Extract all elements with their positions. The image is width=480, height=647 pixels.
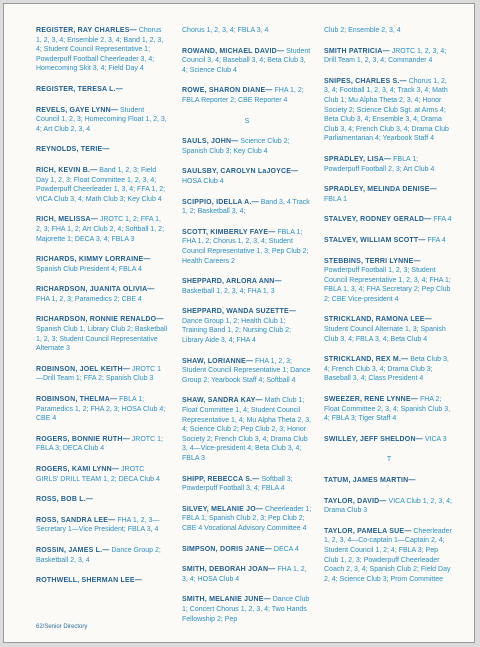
student-name: SHEPPARD, WANDA SUZETTE—	[182, 308, 297, 316]
directory-entry	[182, 307, 312, 345]
student-activities: FBLA 1; Paramedics 1, 2; FHA 2, 3; HOSA Club 4; CBE 4	[36, 396, 166, 423]
directory-entry	[324, 77, 454, 144]
student-name: REYNOLDS, TERIE—	[36, 146, 110, 154]
student-activities: Band 1, 2, 3; Field Day 1, 2, 3; Float Committee 1, 2, 3, 4; Powderpuff Cheerleader 1, 3, 4; FFA 1, 2; VICA Club 3, 4; Math Club 3; Key Club 4	[36, 166, 166, 203]
student-activities: FBLA 1; Powderpuff Football 2, 3; Art Club 4	[324, 155, 435, 173]
directory-entry	[324, 215, 454, 225]
student-activities: Student Council 3, 4; Baseball 3, 4; Beta Club 3, 4; Science Club 4	[182, 47, 311, 74]
directory-entry	[182, 47, 312, 76]
student-name: REGISTER, TERESA L.—	[36, 85, 123, 93]
student-activities: FHA 1, 2, 3; Student Council Representative 1; Dance Group 2; Yearbook Staff 4; Softball 4	[182, 357, 311, 384]
directory-entry	[36, 255, 168, 274]
student-activities: JROTC 1; FBLA 3; DECA Club 4	[36, 435, 163, 453]
directory-entry	[36, 285, 168, 304]
directory-entry	[182, 396, 312, 463]
student-name: ROWE, SHARON DIANE—	[182, 87, 273, 95]
student-activities: JROTC 1—Drill Team 1; FFA 2; Spanish Club 3	[36, 365, 162, 383]
directory-entry	[324, 527, 454, 585]
student-activities: Chorus 1, 2, 3, 4; Ensemble 2, 3, 4; Band 1, 2, 3, 4; Student Council Representative 1; Powderpuff Football Cheerleader 3, 4; Homecoming Skit 3, 4; Field Day 4	[36, 27, 164, 73]
directory-entry	[182, 26, 312, 36]
directory-entry	[324, 47, 454, 66]
directory-column-2	[182, 26, 312, 635]
student-activities: Dance Club 1; Concert Chorus 1, 2, 3, 4; Two Hands Fellowship 2; Pep	[182, 596, 310, 623]
student-activities: Beta Club 3, 4; French Club 3, 4; Drama Club 3; Baseball 3, 4; Class President 4	[324, 356, 449, 383]
student-name: REGISTER, RAY CHARLES—	[36, 27, 137, 34]
directory-entry	[182, 505, 312, 534]
student-activities: Chorus 1, 2, 3, 4; FBLA 3, 4	[182, 27, 269, 34]
student-name: ROGERS, BONNIE RUTH—	[36, 435, 130, 443]
directory-entry	[36, 465, 168, 484]
directory-entry	[182, 198, 312, 217]
directory-entry	[324, 355, 454, 384]
student-activities: FFA 4	[427, 236, 446, 244]
directory-entry	[182, 565, 312, 584]
directory-entry	[36, 576, 168, 586]
student-activities: FHA 1, 2, 3, 4; HOSA Club 4	[182, 566, 307, 583]
student-activities: HOSA Club 4	[182, 177, 224, 185]
student-activities: VICA 3	[424, 435, 447, 443]
student-name: SHIPP, REBECCA S.—	[182, 475, 260, 483]
student-name: SMITH PATRICIA—	[324, 47, 390, 55]
student-activities: FBLA 1	[324, 195, 347, 203]
directory-entry	[36, 145, 168, 155]
directory-entry	[182, 545, 312, 555]
directory-entry	[324, 435, 454, 445]
student-name: TATUM, JAMES MARTIN—	[324, 477, 416, 484]
section-letter	[182, 117, 312, 127]
student-name: STRICKLAND, REX M.—	[324, 356, 409, 364]
student-activities: Chorus 1, 2, 3, 4; Football 1, 2, 3, 4; Track 3, 4; Math Club 1; Mu Alpha Theta 2, 3, 4; Honor Society 2; Science Club Sgt. at Arms 4; Beta Club 3, 4; Ensemble 3, 4; Drama Club 3, 4; French Club 3, 4; Drama Club Parliamentarian 4; Yearbook Staff 4	[324, 77, 449, 143]
directory-entry	[182, 137, 312, 156]
student-name: REVELS, GAYE LYNN—	[36, 106, 119, 114]
directory-entry	[182, 86, 312, 105]
student-name: RICH, MELISSA—	[36, 216, 98, 224]
student-name: ROGERS, KAMI LYNN—	[36, 466, 120, 473]
student-activities: FHA 2; Float Committee 2, 3, 4; Spanish Club 3, 4; FBLA 3; Tiger Staff 4	[324, 396, 451, 423]
student-name: STALVEY, RODNEY GERALD—	[324, 216, 432, 224]
directory-entry	[36, 395, 168, 424]
directory-entry	[182, 357, 312, 386]
student-name: RICHARDSON, RONNIE RENALDO—	[36, 316, 164, 324]
student-name: ROBINSON, JOEL KEITH—	[36, 365, 130, 373]
student-name: SPRADLEY, LISA—	[324, 155, 392, 163]
directory-entry	[36, 516, 168, 535]
directory-entry	[324, 236, 454, 246]
student-activities: Math Club 1; Float Committee 1, 4; Student Council Representative 1, 4; Mu Alpha Theta 2, 3, 4; Science Club 2; Pep Club 2, 3; Honor Society 2; French Club 3, 4; Drama Club 3, 4—Vice-president 4; Beta Club 3, 4; FBLA 3	[182, 397, 312, 462]
student-name: ROBINSON, THELMA—	[36, 396, 118, 404]
student-activities: Dance Group 1, 2; Health Club 1; Training Band 1, 2; Nursing Club 2; Library Aide 3, 4; FHA 4	[182, 317, 292, 345]
student-activities: Club 2; Ensemble 2, 3, 4	[324, 27, 401, 34]
section-letter-text: T	[386, 456, 392, 464]
student-name: STRICKLAND, RAMONA LEE—	[324, 316, 432, 324]
student-name: ROWAND, MICHAEL DAVID—	[182, 47, 285, 55]
student-name: SPRADLEY, MELINDA DENISE—	[324, 186, 437, 194]
student-activities: Softball 3; Powderpuff Football 3, 4; FBLA 4	[182, 475, 293, 493]
directory-entry	[182, 228, 312, 266]
student-name: TAYLOR, DAVID—	[324, 497, 387, 505]
directory-entry	[324, 476, 454, 486]
directory-entry	[324, 315, 454, 344]
student-activities: Spanish Club President 4; FBLA 4	[36, 265, 142, 273]
student-name: TAYLOR, PAMELA SUE—	[324, 527, 412, 535]
directory-entry	[324, 26, 454, 36]
student-activities: FHA 1, 2; FBLA Reporter 2; CBE Reporter 4	[182, 87, 304, 104]
student-activities: JROTC 1, 2, 3, 4; Drill Team 1, 2, 3, 4; Commander 4	[324, 47, 447, 65]
student-name: STALVEY, WILLIAM SCOTT—	[324, 236, 426, 244]
directory-entry	[324, 497, 454, 516]
student-activities: Cheerleader 1; FBLA 1; Spanish Club 2, 3; Pep Club 2; CBE 4 Vocational Advisory Committee 4	[182, 505, 312, 532]
directory-entry	[324, 257, 454, 305]
directory-entry	[36, 26, 168, 74]
student-name: RICHARDS, KIMMY LORRAINE—	[36, 256, 151, 264]
directory-entry	[324, 395, 454, 424]
directory-entry	[182, 277, 312, 296]
student-name: SMITH, DEBORAH JOAN—	[182, 566, 276, 574]
directory-entry	[182, 475, 312, 494]
directory-entry	[36, 215, 168, 244]
directory-column-1	[36, 26, 168, 597]
section-letter	[324, 455, 454, 465]
directory-entry	[36, 435, 168, 454]
student-name: SCIPPIO, IDELLA A.—	[182, 198, 259, 206]
directory-column-3	[324, 26, 454, 595]
student-name: SNIPES, CHARLES S.—	[324, 77, 407, 85]
student-activities: Student Council 1, 2, 3; Homecoming Float 1, 2, 3, 4; Art Club 2, 3, 4	[36, 106, 167, 133]
student-name: SAULS, JOHN—	[182, 138, 239, 146]
directory-entry	[36, 166, 168, 204]
page-footer: 62/Senior Directory	[36, 624, 88, 630]
student-activities: FHA 1, 2, 3; Paramedics 2; CBE 4	[36, 295, 142, 303]
student-activities: VICA Club 1, 2, 3, 4; Drama Club 3	[324, 497, 452, 515]
student-name: SHAW, LORIANNE—	[182, 357, 254, 365]
directory-entry	[36, 495, 168, 505]
student-activities: Spanish Club 1, Library Club 2; Basketball 1, 2, 3; Student Council Representative Alternate 3	[36, 326, 168, 353]
student-name: ROSSIN, JAMES L.—	[36, 546, 110, 554]
student-name: SHAW, SANDRA KAY—	[182, 397, 263, 405]
student-activities: Dance Group 2; Basketball 2, 3, 4	[36, 546, 161, 564]
student-name: SWEEZER, RENE LYNNE—	[324, 396, 418, 404]
student-name: SMITH, MELANIE JUNE—	[182, 596, 271, 604]
student-name: ROTHWELL, SHERMAN LEE—	[36, 577, 142, 585]
student-activities: Cheerleader 1, 2, 3, 4—Co-captain 1—Captain 2, 4; Student Council 1, 2; 4; FBLA 3; Pep Club 1, 2, 3; Powderpuff Cheerleader Coach 2, 3, 4; Spanish Club 2; Field Day 2, 4; Science Club 3; Prom Committee	[324, 527, 452, 583]
student-name: ROSS, BOB L.—	[36, 496, 94, 504]
directory-entry	[36, 315, 168, 353]
student-name: ROSS, SANDRA LEE—	[36, 516, 116, 524]
directory-entry	[36, 106, 168, 135]
directory-entry	[36, 85, 168, 95]
student-activities: Basketball 1, 2, 3, 4; FHA 1, 3	[182, 287, 275, 295]
student-name: STEBBINS, TERRI LYNNE—	[324, 257, 421, 265]
student-name: SHEPPARD, ARLORA ANN—	[182, 278, 282, 286]
student-activities: JROTC 1, 2; FFA 1, 2, 3; FHA 1, 2; Art Club 2, 4; Softball 1, 2; Majorette 1; DECA 3, 4; FBLA 3	[36, 216, 165, 243]
student-name: SILVEY, MELANIE JO—	[182, 505, 264, 513]
directory-entry	[324, 185, 454, 204]
directory-entry	[36, 365, 168, 384]
student-name: SCOTT, KIMBERLY FAYE—	[182, 228, 276, 236]
directory-entry	[182, 595, 312, 624]
student-activities: DECA 4	[273, 545, 299, 553]
directory-entry	[36, 546, 168, 565]
student-activities: Science Club 2; Spanish Club 3; Key Club 4	[182, 138, 290, 155]
section-letter-text: S	[244, 117, 250, 125]
student-activities: Student Council Alternate 1, 3; Spanish Club 3, 4; FBLA 3, 4; Beta Club 4	[324, 326, 446, 343]
student-name: RICHARDSON, JUANITA OLIVIA—	[36, 286, 155, 294]
student-activities: Band 3, 4 Track 1, 2; Basketball 3, 4;	[182, 198, 310, 216]
student-activities: FHA 1, 2, 3—Secretary 1—Vice President; FBLA 3, 4	[36, 516, 160, 534]
directory-entry	[324, 155, 454, 174]
directory-entry	[182, 167, 312, 186]
student-activities: Powderpuff Football 1, 2, 3; Student Council Representative 1, 2, 3, 4; FHA 1; FBLA 1, 3, 4; FHA Secretary 2; Pep Club 2; CBE Vice-president 4	[324, 267, 451, 303]
student-name: SIMPSON, DORIS JANE—	[182, 545, 272, 553]
directory-page	[3, 3, 475, 643]
student-name: RICH, KEVIN B.—	[36, 166, 98, 174]
student-name: SWILLEY, JEFF SHELDON—	[324, 435, 423, 443]
student-activities: JROTC GIRLS' DRILL TEAM 1, 2; DECA Club 4	[36, 466, 160, 483]
student-activities: FFA 4	[433, 216, 452, 224]
student-activities: FBLA 1; FHA 1, 2; Chorus 1, 2, 3, 4; Student Council Representative 1, 3; Pep Club 2; Health Careers 2	[182, 228, 309, 265]
student-name: SAULSBY, CAROLYN LaJOYCE—	[182, 168, 299, 176]
